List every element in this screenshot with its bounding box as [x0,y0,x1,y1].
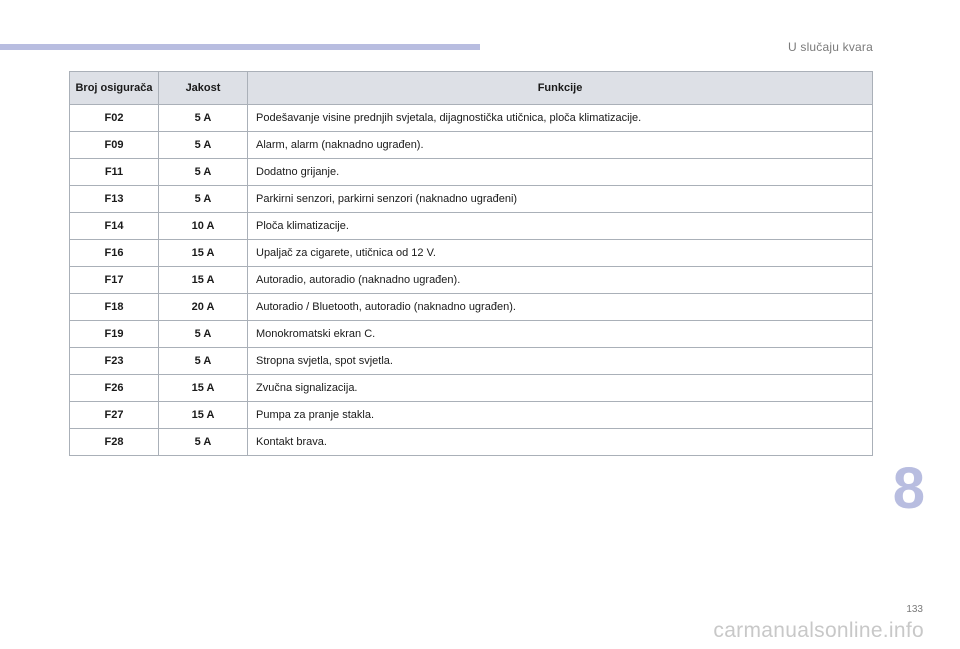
function-cell: Zvučna signalizacija. [248,375,873,402]
amperage-cell: 15 A [159,240,248,267]
function-cell: Ploča klimatizacije. [248,213,873,240]
fuse-number-cell: F11 [70,159,159,186]
table-row [70,348,873,375]
chapter-number: 8 [892,456,925,521]
table-row [70,267,873,294]
table-header-row [70,72,873,105]
fuse-number-cell: F16 [70,240,159,267]
amperage-cell: 10 A [159,213,248,240]
amperage-cell: 5 A [159,132,248,159]
amperage-cell: 20 A [159,294,248,321]
top-accent-bar [0,44,480,50]
function-cell: Upaljač za cigarete, utičnica od 12 V. [248,240,873,267]
fuse-number-cell: F23 [70,348,159,375]
fuse-number-cell: F28 [70,429,159,456]
section-title: U slučaju kvara [787,40,873,54]
fuse-table [69,71,873,456]
watermark: carmanualsonline.info [713,619,924,642]
fuse-number-cell: F13 [70,186,159,213]
page-number: 133 [906,604,923,615]
function-cell: Alarm, alarm (naknadno ugrađen). [248,132,873,159]
function-cell: Dodatno grijanje. [248,159,873,186]
header-functions: Funkcije [248,72,873,105]
fuse-number-cell: F18 [70,294,159,321]
amperage-cell: 15 A [159,375,248,402]
table-row [70,429,873,456]
table-row [70,294,873,321]
function-cell: Pumpa za pranje stakla. [248,402,873,429]
function-cell: Kontakt brava. [248,429,873,456]
table-row [70,132,873,159]
fuse-number-cell: F09 [70,132,159,159]
function-cell: Parkirni senzori, parkirni senzori (naknadno ugrađeni) [248,186,873,213]
amperage-cell: 15 A [159,267,248,294]
fuse-number-cell: F14 [70,213,159,240]
header-amperage: Jakost [159,72,248,105]
amperage-cell: 5 A [159,105,248,132]
table-row [70,375,873,402]
table-row [70,321,873,348]
table-row [70,186,873,213]
fuse-number-cell: F27 [70,402,159,429]
amperage-cell: 5 A [159,186,248,213]
function-cell: Autoradio / Bluetooth, autoradio (naknadno ugrađen). [248,294,873,321]
amperage-cell: 5 A [159,348,248,375]
function-cell: Monokromatski ekran C. [248,321,873,348]
table-row [70,159,873,186]
fuse-number-cell: F17 [70,267,159,294]
table-row [70,402,873,429]
table-row [70,240,873,267]
fuse-number-cell: F26 [70,375,159,402]
function-cell: Stropna svjetla, spot svjetla. [248,348,873,375]
function-cell: Podešavanje visine prednjih svjetala, dijagnostička utičnica, ploča klimatizacije. [248,105,873,132]
amperage-cell: 5 A [159,159,248,186]
header-fuse-number: Broj osigurača [70,72,159,105]
amperage-cell: 5 A [159,321,248,348]
fuse-number-cell: F02 [70,105,159,132]
amperage-cell: 15 A [159,402,248,429]
fuse-number-cell: F19 [70,321,159,348]
table-row [70,213,873,240]
function-cell: Autoradio, autoradio (naknadno ugrađen). [248,267,873,294]
amperage-cell: 5 A [159,429,248,456]
table-row [70,105,873,132]
